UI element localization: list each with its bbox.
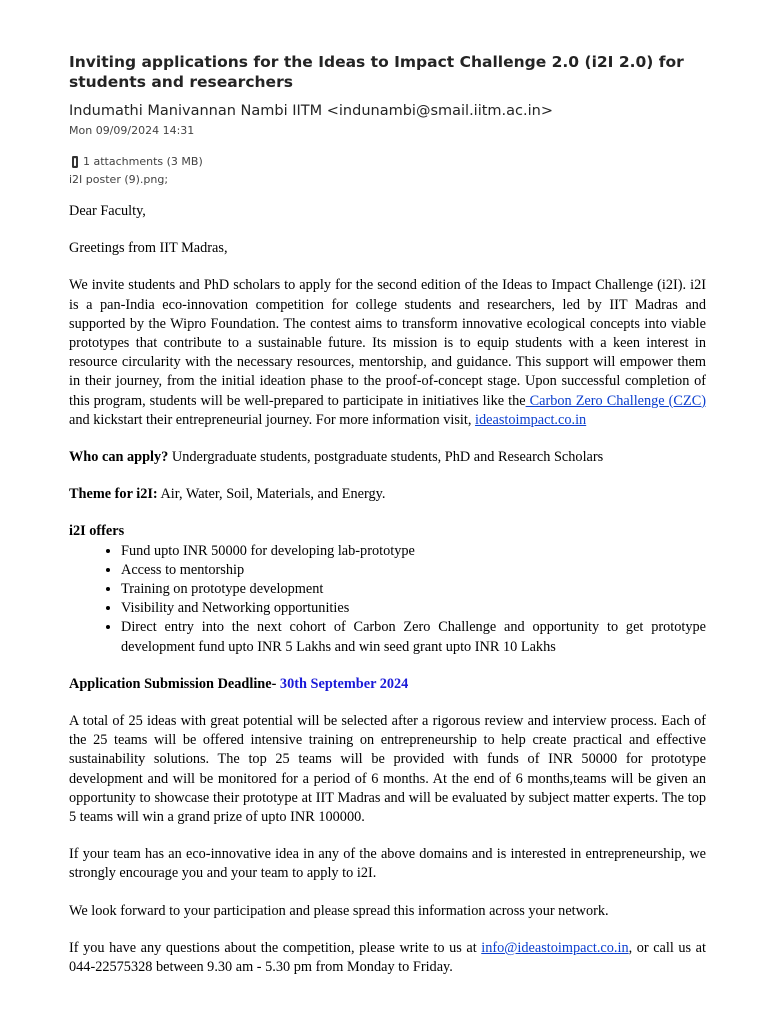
czc-link[interactable]: Carbon Zero Challenge (CZC) <box>525 392 706 409</box>
intro-text: We invite students and PhD scholars to apply for the second edition of the Ideas to Impact Challenge (i2I). i2I is a pan-India eco-innovation competition for college students and researchers, led by IIT Madras and supported by the Wipro Foundation. The contest aims to transform innovative ecological concepts into viable prototypes that contribute to a sustainable future. Its mission is to equip students with a keen interest in resource circularity with the necessary resources, mentorship, and guidance. This support will empower them in their journey, from the initial ideation phase to the proof-of-concept stage. Upon successful completion of this program, students will be well-prepared to participate in initiatives like the <box>69 277 706 409</box>
theme-label: Theme for i2I: <box>69 486 158 503</box>
offers-heading-text: i2I offers <box>69 523 125 540</box>
list-item: • Fund upto INR 50000 for developing lab-prototype <box>121 542 706 561</box>
contact-text-1: If you have any questions about the competition, please write to us at <box>69 939 482 956</box>
who-can-apply <box>69 448 706 467</box>
offers-heading <box>69 522 706 541</box>
intro-text-2: and kickstart their entrepreneurial journey. For more information visit, <box>69 411 476 428</box>
attachments-count: 1 attachments (3 MB) <box>83 155 203 168</box>
deadline-line <box>69 675 706 694</box>
contact-email-link[interactable]: info@ideastoimpact.co.in <box>481 939 629 956</box>
forward-paragraph: We look forward to your participation and please spread this information across your network. <box>69 902 609 919</box>
intro-paragraph <box>69 276 706 430</box>
selection-paragraph: A total of 25 ideas with great potential will be selected after a rigorous review and interview process. Each of the 25 teams will be offered intensive training on entrepreneurship to help create practical and effective sustainability solutions. The top 25 teams will be provided with funds of INR 50000 for prototype development and will be monitored for a period of 6 months. At the end of 6 months,teams will be given an opportunity to showcase their prototype at IIT Madras and will be evaluated by subject matter experts. The top 5 teams will win a grand prize of upto INR 100000. <box>69 713 706 826</box>
list-item: • Direct entry into the next cohort of Carbon Zero Challenge and opportunity to get prototype development fund upto INR 5 Lakhs and win seed grant upto INR 10 Lakhs <box>121 618 706 656</box>
email-reading-pane <box>69 52 706 995</box>
who-label: Who can apply? <box>69 449 169 466</box>
list-item: • Access to mentorship <box>121 561 706 580</box>
who-text: Undergraduate students, postgraduate students, PhD and Research Scholars <box>168 449 604 466</box>
offers-list <box>69 542 706 657</box>
email-date: Mon 09/09/2024 14:31 <box>69 124 195 137</box>
deadline-label: Application Submission Deadline- <box>69 675 277 692</box>
contact-text-2: , or call us at 044-22575328 between 9.30 am - 5.30 pm from Monday to Friday. <box>69 939 706 976</box>
deadline-date: 30th September 2024 <box>276 675 409 692</box>
email-body <box>69 202 706 977</box>
paperclip-icon <box>69 155 81 169</box>
email-subject: Inviting applications for the Ideas to Impact Challenge 2.0 (i2I 2.0) for students and researchers <box>69 53 684 91</box>
attachments-summary[interactable] <box>69 154 706 170</box>
encourage-paragraph: If your team has an eco-innovative idea in any of the above domains and is interested in entrepreneurship, we strongly encourage you and your team to apply to i2I. <box>69 846 706 882</box>
website-link[interactable]: ideastoimpact.co.in <box>475 411 587 428</box>
contact-paragraph <box>69 939 706 977</box>
list-item: • Training on prototype development <box>121 580 706 599</box>
attachment-file-name[interactable]: i2I poster (9).png; <box>69 173 169 186</box>
theme-text: Air, Water, Soil, Materials, and Energy. <box>157 486 386 503</box>
list-item: • Visibility and Networking opportunities <box>121 599 706 618</box>
greetings-line: Greetings from IIT Madras, <box>69 240 228 257</box>
email-sender[interactable]: Indumathi Manivannan Nambi IITM <indunambi@smail.iitm.ac.in> <box>69 103 553 119</box>
greeting: Dear Faculty, <box>69 203 146 219</box>
theme-line <box>69 485 706 504</box>
